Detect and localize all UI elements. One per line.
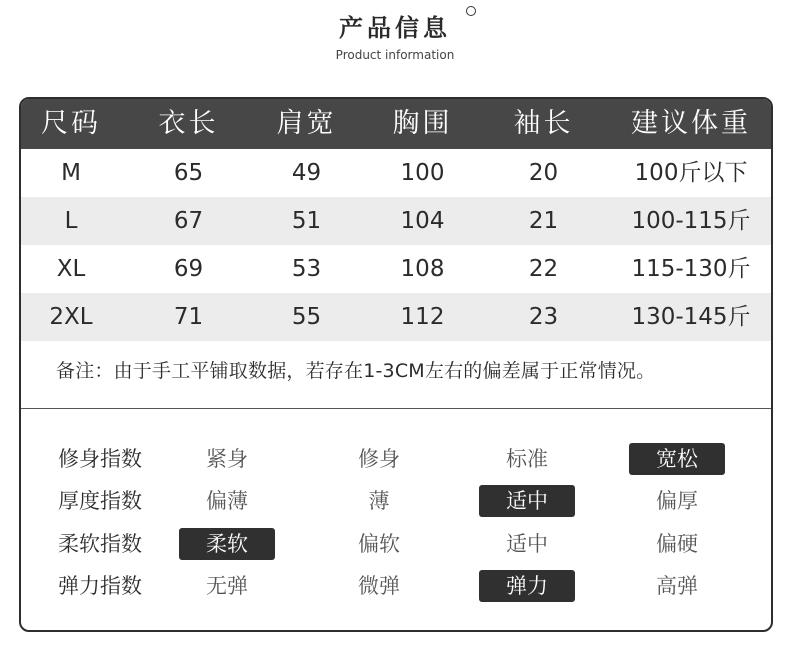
cell-chest: 100 <box>400 160 445 186</box>
cell-chest: 108 <box>400 256 445 282</box>
cell-length: 71 <box>173 304 204 330</box>
option-softness-0: 柔软 <box>179 528 275 560</box>
cell-size: M <box>61 160 81 186</box>
option-fit-1: 修身 <box>358 447 400 471</box>
cell-chest: 112 <box>400 304 445 330</box>
option-thickness-0: 偏薄 <box>206 489 248 513</box>
attribute-label-thickness: 厚度指数 <box>58 489 142 513</box>
column-header-sleeve: 袖长 <box>513 108 574 139</box>
table-row <box>21 149 771 197</box>
cell-weight: 100斤以下 <box>634 160 748 186</box>
cell-shoulder: 49 <box>291 160 322 186</box>
option-thickness-1: 薄 <box>368 489 390 513</box>
cell-shoulder: 53 <box>291 256 322 282</box>
attribute-label-fit: 修身指数 <box>58 447 142 471</box>
cell-chest: 104 <box>400 208 445 234</box>
column-header-length: 衣长 <box>158 108 219 139</box>
option-softness-3: 偏硬 <box>656 532 698 556</box>
option-fit-2: 标准 <box>506 447 548 471</box>
option-elasticity-2: 弹力 <box>479 570 575 602</box>
cell-size: 2XL <box>49 304 93 330</box>
table-row <box>21 293 771 341</box>
title-degree-mark <box>466 6 476 16</box>
cell-size: XL <box>56 256 86 282</box>
cell-sleeve: 21 <box>528 208 559 234</box>
cell-shoulder: 51 <box>291 208 322 234</box>
column-header-chest: 胸围 <box>392 108 453 139</box>
option-fit-3: 宽松 <box>629 443 725 475</box>
page-subtitle: Product information <box>335 48 455 62</box>
product-info-card <box>19 97 773 632</box>
size-table-header <box>21 99 771 149</box>
option-elasticity-1: 微弹 <box>358 574 400 598</box>
column-header-weight: 建议体重 <box>631 108 751 139</box>
table-row <box>21 245 771 293</box>
cell-sleeve: 22 <box>528 256 559 282</box>
cell-weight: 115-130斤 <box>631 256 751 282</box>
cell-shoulder: 55 <box>291 304 322 330</box>
section-divider <box>21 408 771 409</box>
option-softness-2: 适中 <box>506 532 548 556</box>
option-elasticity-0: 无弹 <box>206 574 248 598</box>
option-elasticity-3: 高弹 <box>656 574 698 598</box>
cell-length: 67 <box>173 208 204 234</box>
column-header-shoulder: 肩宽 <box>276 108 337 139</box>
column-header-size: 尺码 <box>41 108 101 139</box>
table-row <box>21 197 771 245</box>
option-thickness-3: 偏厚 <box>656 489 698 513</box>
cell-length: 69 <box>173 256 204 282</box>
page-title: 产品信息 <box>339 14 451 42</box>
option-fit-0: 紧身 <box>206 447 248 471</box>
cell-length: 65 <box>173 160 204 186</box>
cell-size: L <box>64 208 78 234</box>
option-thickness-2: 适中 <box>479 485 575 517</box>
cell-weight: 100-115斤 <box>631 208 751 234</box>
measurement-note: 备注：由于手工平铺取数据，若存在1-3CM左右的偏差属于正常情况。 <box>56 360 656 382</box>
option-softness-1: 偏软 <box>358 532 400 556</box>
cell-sleeve: 23 <box>528 304 559 330</box>
cell-weight: 130-145斤 <box>631 304 751 330</box>
cell-sleeve: 20 <box>528 160 559 186</box>
attribute-label-softness: 柔软指数 <box>58 532 142 556</box>
attribute-label-elasticity: 弹力指数 <box>58 574 142 598</box>
